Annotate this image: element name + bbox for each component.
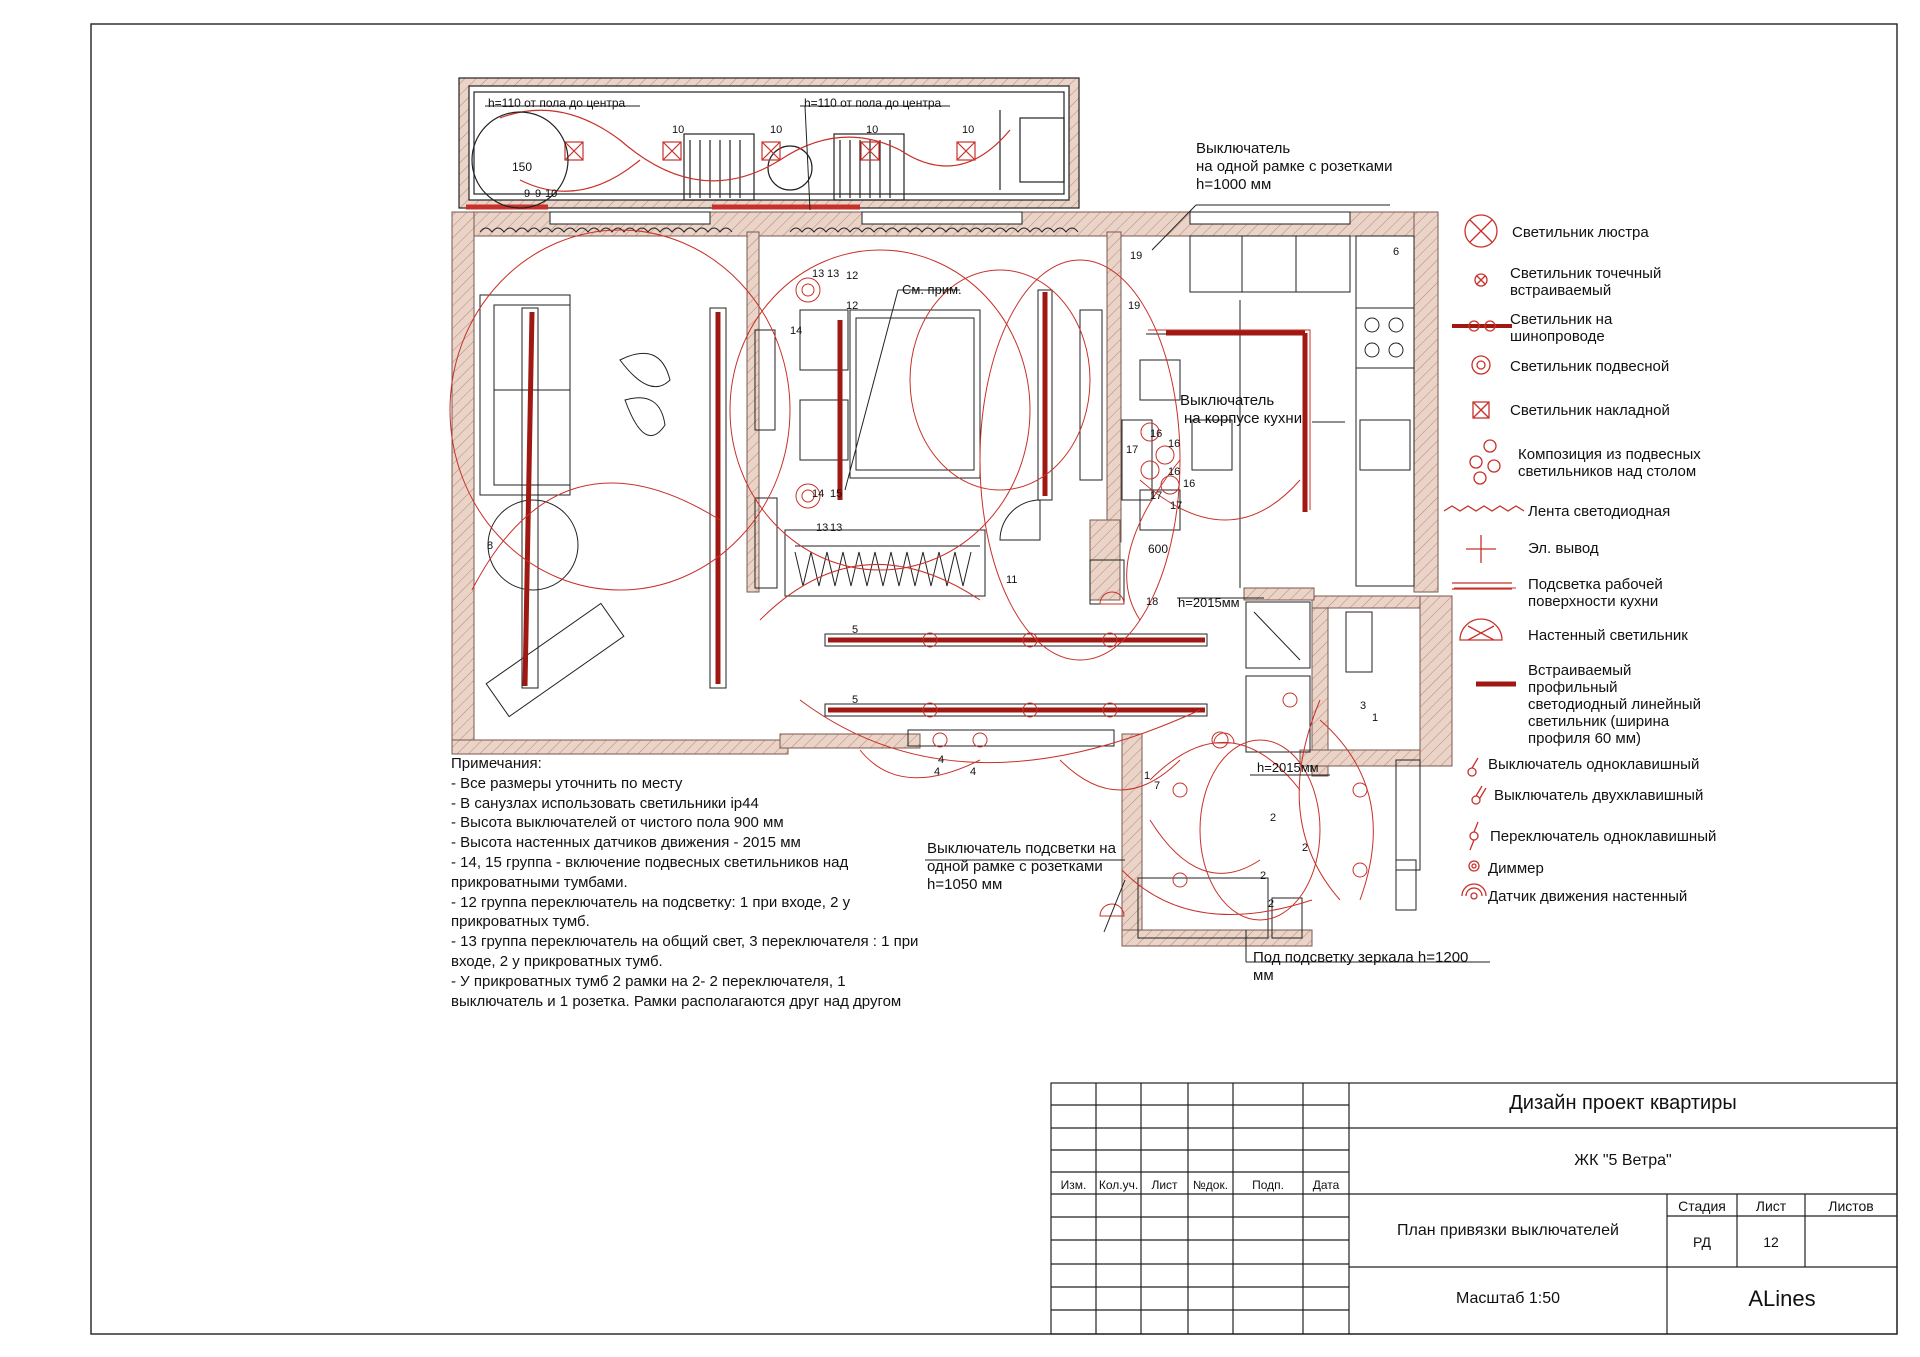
group-number-label: 13	[812, 268, 825, 280]
col-header: Изм.	[1060, 1178, 1087, 1192]
callout-line: на одной рамке с розетками	[1196, 158, 1393, 175]
group-number-label: 12	[846, 300, 859, 312]
note-item: - Высота настенных датчиков движения - 2015 мм	[451, 834, 801, 852]
group-number-label: 19	[1128, 300, 1141, 312]
group-number-label: 5	[852, 694, 859, 706]
motion-sensor-icon	[1462, 884, 1486, 899]
group-number-label: 9	[524, 188, 531, 200]
group-number-label: 14	[790, 325, 803, 337]
sheets-label: Листов	[1828, 1198, 1874, 1214]
group-number-label: 6	[1393, 246, 1400, 258]
legend-label: Светильник люстра	[1512, 224, 1649, 241]
callout-line: одной рамке с розетками	[927, 858, 1103, 875]
col-header: №док.	[1192, 1178, 1229, 1192]
note-item: - 12 группа переключатель на подсветку: 1 при входе, 2 у прикроватных тумб.	[451, 893, 851, 931]
legend-label: шинопроводе	[1510, 328, 1605, 345]
legend-label: Переключатель одноклавишный	[1490, 828, 1717, 845]
group-number-label: 18	[1146, 596, 1159, 608]
callout-kitchen-sockets	[1196, 140, 1393, 194]
col-header: Подп.	[1252, 1178, 1284, 1192]
legend-led-strip	[1528, 503, 1670, 520]
group-number-label: 2	[1260, 870, 1267, 882]
sensor-height-label-2: h=2015мм	[1257, 760, 1319, 775]
group-number-label: 4	[938, 754, 945, 766]
group-number-label: 4	[970, 766, 977, 778]
note-item: - В санузлах использовать светильники ip44	[451, 794, 759, 812]
legend-label: Лента светодиодная	[1528, 503, 1671, 520]
legend-label: Композиция из подвесных	[1518, 446, 1701, 463]
group-number-label: 10	[770, 124, 783, 136]
windows	[550, 212, 1350, 224]
switch-single-icon	[1468, 758, 1478, 776]
legend-label: Светильник подвесной	[1510, 358, 1670, 375]
group-number-label: 16	[1168, 466, 1181, 478]
sheet-title: План привязки выключателей	[1397, 1222, 1619, 1239]
legend-label: светильников над столом	[1518, 463, 1697, 480]
group-number-label: 14	[812, 488, 825, 500]
callout-line: h=1000 мм	[1196, 176, 1272, 193]
legend-linear-led	[1528, 662, 1701, 747]
group-number-label: 16	[1168, 438, 1181, 450]
legend-power-outlet	[1528, 540, 1599, 557]
legend-pendant-light	[1510, 358, 1669, 375]
legend-label: поверхности кухни	[1528, 593, 1659, 610]
legend-dimmer	[1488, 860, 1544, 877]
col-header: Дата	[1312, 1178, 1340, 1192]
legend-changeover-switch	[1490, 828, 1716, 845]
group-number-label: 4	[934, 766, 941, 778]
callout-line: Выключатель подсветки на	[927, 840, 1116, 857]
dimmer-icon	[1469, 861, 1479, 871]
legend-label: встраиваемый	[1510, 282, 1612, 299]
pendant-light-icon	[1472, 356, 1490, 374]
note-item: - У прикроватных тумб 2 рамки на 2- 2 переключателя, 1 выключатель и 1 розетка. Рамки располагаются друг над другом	[451, 972, 902, 1010]
group-number-label: 2	[1270, 812, 1277, 824]
callout-kitchen-body	[1180, 392, 1302, 428]
notes-title: Примечания:	[451, 755, 542, 772]
group-number-label: 2	[1268, 898, 1275, 910]
group-number-label: 10	[545, 188, 558, 200]
group-number-label: 15	[830, 488, 843, 500]
legend-label: Встраиваемый	[1528, 662, 1632, 679]
company-name: ALines	[1748, 1286, 1816, 1311]
group-number-label: 16	[1150, 428, 1163, 440]
legend-switch-double	[1494, 787, 1703, 804]
group-number-label: 11	[1006, 574, 1018, 586]
changeover-switch-icon	[1470, 822, 1478, 850]
legend-surface-light	[1510, 402, 1670, 419]
legend-label: Подсветка рабочей	[1528, 576, 1663, 593]
legend-label: Эл. вывод	[1528, 540, 1599, 557]
group-number-label: 17	[1170, 500, 1183, 512]
see-note-label: См. прим.	[902, 282, 962, 297]
legend-worktop-light	[1528, 576, 1663, 610]
legend-label: Светильник на	[1510, 311, 1613, 328]
group-number-label: 10	[866, 124, 879, 136]
group-number-label: 2	[1302, 842, 1309, 854]
group-number-label: 10	[672, 124, 685, 136]
group-number-label: 1	[1372, 712, 1379, 724]
callout-line: Выключатель	[1196, 140, 1291, 157]
group-number-label: 5	[852, 624, 859, 636]
legend-label: Светильник накладной	[1510, 402, 1670, 419]
group-number-label: 12	[846, 270, 859, 282]
legend-label: Светильник точечный	[1510, 265, 1662, 282]
callout-mirror	[1253, 949, 1468, 985]
sheet-value: 12	[1763, 1234, 1779, 1250]
legend-label: светодиодный линейный	[1528, 696, 1701, 713]
legend-label: профиля 60 мм)	[1528, 730, 1642, 747]
stage-label: Стадия	[1678, 1198, 1726, 1214]
group-number-label: 17	[1126, 444, 1139, 456]
callout-line: h=1050 мм	[927, 876, 1003, 893]
legend-motion-sensor	[1488, 888, 1687, 905]
project-title: Дизайн проект квартиры	[1509, 1092, 1737, 1114]
group-number-label: 13	[816, 522, 829, 534]
complex-name: ЖК "5 Ветра"	[1574, 1152, 1672, 1169]
callout-line: на корпусе кухни	[1184, 410, 1303, 427]
legend-chandelier	[1512, 224, 1649, 241]
note-item: - 14, 15 группа - включение подвесных светильников над прикроватными тумбами.	[451, 853, 849, 891]
group-number-label: 1	[1144, 770, 1151, 782]
legend-pendant-group	[1518, 446, 1701, 480]
balcony-dimension: 150	[512, 160, 533, 174]
switch-double-icon	[1472, 786, 1486, 804]
living-furniture	[480, 295, 670, 717]
group-number-label: 10	[962, 124, 975, 136]
group-number-label: 16	[1183, 478, 1196, 490]
legend-track-light	[1510, 311, 1612, 345]
legend-label: Выключатель одноклавишный	[1488, 756, 1700, 773]
legend-label: Настенный светильник	[1528, 627, 1688, 644]
notes-block	[451, 754, 941, 1011]
legend-recessed-spot	[1510, 265, 1661, 299]
legend-label: Диммер	[1488, 860, 1544, 877]
group-number-label: 3	[1360, 700, 1367, 712]
power-outlet-icon	[1466, 535, 1496, 563]
callout-backlight	[927, 840, 1116, 894]
wall-light-icon	[1460, 619, 1502, 640]
note-item: - Все размеры уточнить по месту	[451, 774, 683, 792]
group-number-label: 8	[487, 540, 494, 552]
balcony-note-left: h=110 от пола до центра	[488, 96, 626, 110]
group-number-label: 9	[535, 188, 542, 200]
callout-line: Под подсветку зеркала h=1200	[1253, 949, 1469, 966]
stage-value: РД	[1693, 1234, 1711, 1250]
note-item: - 13 группа переключатель на общий свет, 3 переключателя : 1 при входе, 2 у прикроватных тумб.	[451, 933, 919, 970]
kitchen-dimension: 600	[1148, 542, 1169, 556]
legend-label: профильный	[1528, 679, 1618, 696]
legend-switch-single	[1488, 756, 1699, 773]
callout-line: Выключатель	[1180, 392, 1275, 409]
legend-label: светильник (ширина	[1528, 713, 1670, 730]
group-number-label: 13	[830, 522, 843, 534]
balcony-note-right: h=110 от пола до центра	[804, 96, 942, 110]
legend-label: Датчик движения настенный	[1488, 888, 1688, 905]
legend-label: Выключатель двухклавишный	[1494, 787, 1704, 804]
callout-line: мм	[1253, 967, 1274, 984]
legend-wall-light	[1528, 627, 1688, 644]
note-item: - Высота выключателей от чистого пола 900 мм	[451, 814, 784, 832]
group-number-label: 7	[1154, 780, 1161, 792]
led-strip-icon	[1444, 506, 1524, 511]
bedroom-furniture	[755, 310, 1102, 596]
group-number-label: 19	[1130, 250, 1143, 262]
col-header: Кол.уч.	[1098, 1178, 1139, 1192]
col-header: Лист	[1151, 1178, 1178, 1192]
scale-label: Масштаб 1:50	[1455, 1290, 1561, 1307]
sensor-height-label-1: h=2015мм	[1178, 595, 1240, 610]
sheet-label: Лист	[1755, 1198, 1787, 1214]
pendant-group-icon	[1470, 440, 1500, 484]
group-number-label: 13	[827, 268, 840, 280]
group-number-label: 17	[1150, 490, 1163, 502]
